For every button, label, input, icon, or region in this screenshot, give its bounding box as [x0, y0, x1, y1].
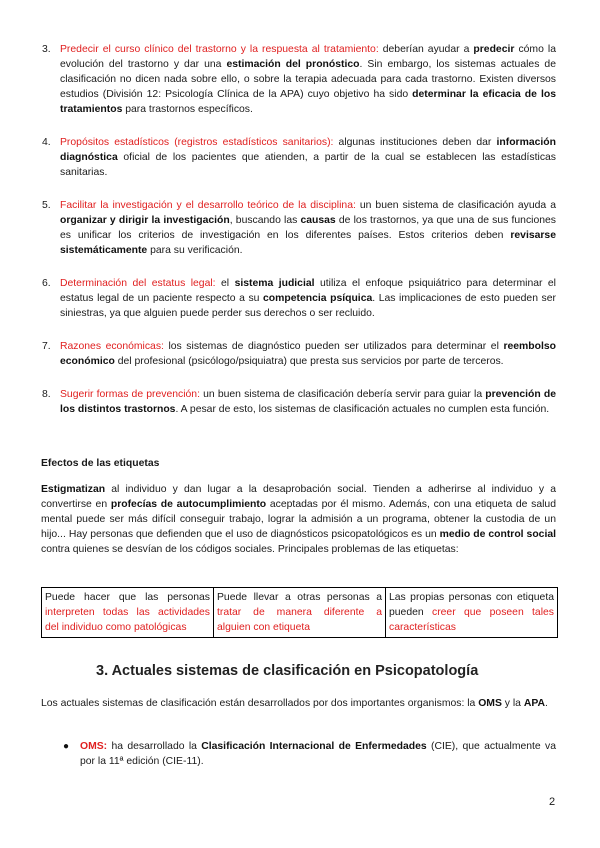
bold-text: medio de control social: [439, 529, 556, 540]
item-text: [60, 44, 556, 115]
highlight-text: creer que poseen tales características: [389, 607, 554, 633]
text-run: un buen sistema de clasificación debería servir para guiar la: [199, 389, 486, 400]
highlight-text: Propósitos estadísticos (registros estadísticos sanitarios):: [60, 137, 334, 148]
bold-text: competencia psíquica: [263, 293, 373, 304]
table-cell: [42, 588, 214, 638]
purpose-list: [42, 42, 556, 435]
text-run: el: [215, 278, 235, 289]
highlight-text: Predecir el curso clínico del trastorno y la respuesta al tratamiento:: [60, 44, 379, 55]
page-number: 2: [549, 796, 556, 808]
text-run: cómo la evolución del trastorno y dar una: [60, 44, 556, 70]
efectos-heading: Efectos de las etiquetas: [41, 458, 160, 469]
highlight-text: Facilitar la investigación y el desarrollo teórico de la disciplina:: [60, 200, 356, 211]
highlight-text: Razones económicas:: [60, 341, 164, 352]
bold-text: APA: [523, 698, 546, 709]
text-run: aceptadas por él mismo. Además, con una etiqueta de salud mental puede ser más difícil conseguir trabajo, lograr la admisión a un programa, obtener la custodia de un hijo... Hay personas que defienden que el uso de diagnósticos psicopatológicos es un: [41, 499, 556, 540]
text-run: y la: [501, 698, 524, 709]
text-run: Las propias personas con etiqueta pueden: [389, 592, 554, 618]
highlight-text: Determinación del estatus legal:: [60, 278, 216, 289]
text-run: , buscando las: [229, 215, 301, 226]
highlight-text: Sugerir formas de prevención:: [60, 389, 200, 400]
list-item: [42, 135, 556, 180]
text-run: . A pesar de esto, los sistemas de clasificación actuales no cumplen esta función.: [175, 404, 550, 415]
text-run: algunas instituciones deben dar: [333, 137, 497, 148]
bullet-item: [63, 739, 556, 769]
text-run: . Sin embargo, los sistemas actuales de clasificación no dicen nada sobre ello, o sobre la terapia adecuada para cada trastorno. Existen diversos estudios (División 12: Psicología Clínica de la APA) cuyo objetivo ha sido: [60, 59, 556, 100]
text-run: para su verificación.: [147, 245, 243, 256]
text-run: de los trastornos, ya que una de sus funciones es unificar los criterios de investigación en los diferentes países. Estos criterios deben: [60, 215, 556, 241]
efectos-paragraph: [41, 482, 556, 557]
item-number: 5.: [42, 200, 51, 211]
list-item: [42, 42, 556, 117]
item-text: [60, 278, 556, 319]
section-intro: [41, 696, 556, 711]
text-run: al individuo y dan lugar a la desaprobación social. Tienden a adherirse al individuo y a convertirse en: [41, 484, 556, 510]
text-run: oficial de los pacientes que atienden, a partir de la cual se establecen las estadísticas sanitarias.: [60, 152, 556, 178]
text-run: del profesional (psicólogo/psiquiatra) que presta sus servicios por parte de terceros.: [114, 356, 504, 367]
item-number: 3.: [42, 44, 51, 55]
bold-text: prevención de los distintos trastornos: [60, 389, 556, 415]
bold-text: predecir: [473, 44, 515, 55]
section-title: 3. Actuales sistemas de clasificación en Psicopatología: [96, 663, 479, 679]
item-number: 4.: [42, 137, 51, 148]
text-run: Puede llevar a otras personas a: [217, 592, 382, 603]
highlight-text: interpreten todas las actividades del individuo como patológicas: [45, 607, 210, 633]
bold-text: causas: [300, 215, 336, 226]
text-run: los sistemas de diagnóstico pueden ser utilizados para determinar el: [163, 341, 504, 352]
bold-text: organizar y dirigir la investigación: [60, 215, 230, 226]
bold-text: OMS: [478, 698, 502, 709]
table-cell: [386, 588, 558, 638]
text-run: (CIE), que actualmente va por la 11ª edición (CIE-11).: [80, 741, 556, 767]
text-run: . Las implicaciones de esto pueden ser siniestras, ya que alguien puede perder sus derechos o ser recluido.: [60, 293, 556, 319]
item-text: [60, 341, 556, 367]
item-number: 7.: [42, 341, 51, 352]
label-problems-table: [41, 587, 558, 638]
bold-text: profecías de autocumplimiento: [110, 499, 267, 510]
item-text: [60, 200, 556, 256]
text-run: contra quienes se desvían de los códigos sociales. Principales problemas de las etiquetas:: [41, 544, 459, 555]
text-run: Puede hacer que las personas: [45, 592, 210, 603]
list-item: [42, 276, 556, 321]
bullet-icon: ●: [63, 741, 70, 752]
text-run: utiliza el enfoque psiquiátrico para determinar el estatus legal de un paciente respecto a su: [60, 278, 556, 304]
bold-text: determinar la eficacia de los tratamientos: [60, 89, 556, 115]
text-run: deberían ayudar a: [378, 44, 474, 55]
text-run: un buen sistema de clasificación ayuda a: [355, 200, 556, 211]
list-item: [42, 387, 556, 417]
bold-text: estimación del pronóstico: [226, 59, 360, 70]
text-run: ha desarrollado la: [107, 741, 202, 752]
text-run: Los actuales sistemas de clasificación están desarrollados por dos importantes organismos: la: [41, 698, 479, 709]
bold-text: reembolso económico: [60, 341, 556, 367]
bold-text: información diagnóstica: [60, 137, 556, 163]
item-number: 8.: [42, 389, 51, 400]
bullet-text: [80, 741, 556, 767]
item-text: [60, 389, 556, 415]
highlight-bold-text: OMS:: [80, 741, 108, 752]
table-cell: [214, 588, 386, 638]
item-number: 6.: [42, 278, 51, 289]
bold-text: sistema judicial: [234, 278, 315, 289]
table-row: [42, 588, 558, 638]
highlight-text: tratar de manera diferente a alguien con etiqueta: [217, 607, 382, 633]
list-item: [42, 198, 556, 258]
bold-text: Clasificación Internacional de Enfermedades: [201, 741, 427, 752]
bold-text: Estigmatizan: [41, 484, 106, 495]
text-run: para trastornos específicos.: [122, 104, 253, 115]
list-item: [42, 339, 556, 369]
bold-text: revisarse sistemáticamente: [60, 230, 556, 256]
item-text: [60, 137, 556, 178]
text-run: .: [545, 698, 548, 709]
